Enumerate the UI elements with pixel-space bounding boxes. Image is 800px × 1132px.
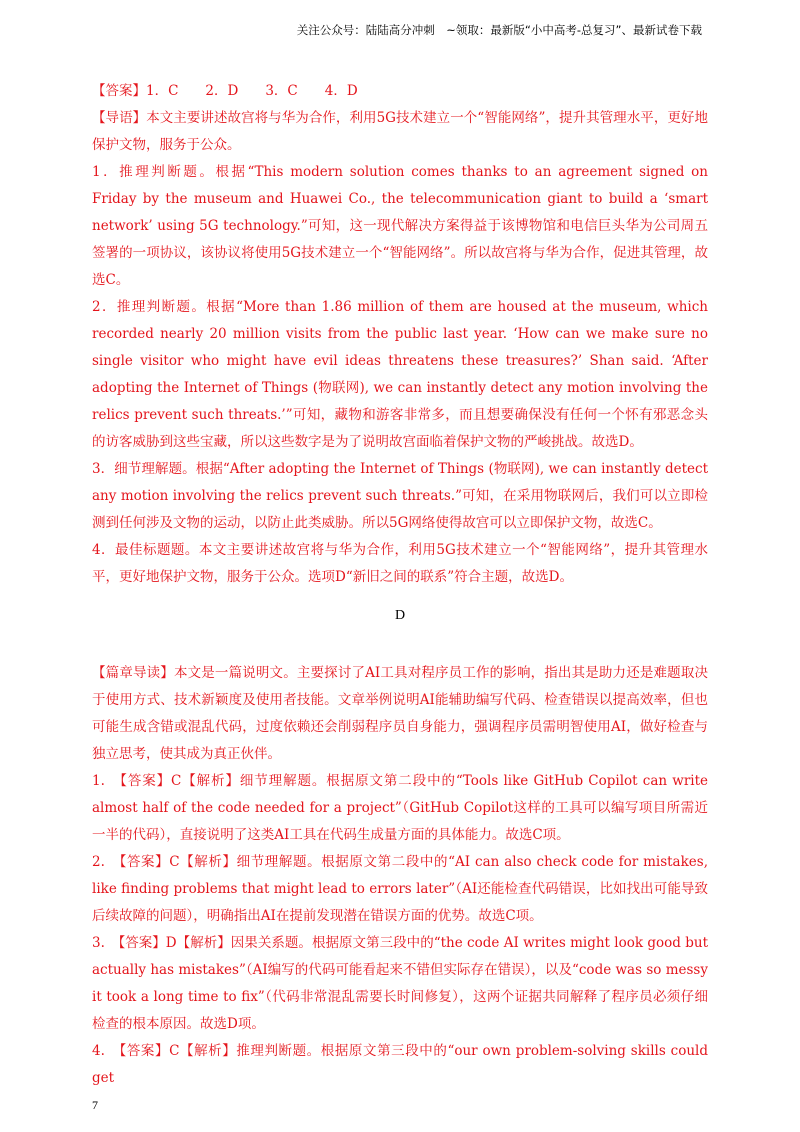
explanation-item: 1．推理判断题。根据“This modern solution comes thanks to an agreement signed on Friday by the museum and Huawei Co., the telecommunication giant to build a ‘smart network’ using 5G technology.”可知，这一现代解决方案得益于该博物馆和电信巨头华为公司周五签署的一项协议，该协议将使用5G技术建立一个“智能网络”。所以故宫将与华为合作，促进其管理，故选C。 (92, 164, 708, 288)
explanation-item: 2. 【答案】C【解析】细节理解题。根据原文第二段中的“AI can also check code for mistakes, like finding problems that might lead to errors later”（AI还能检查代码错误，比如找出可能导致后续故障的问题），明确指出AI在提前发现潜在错误方面的优势。故选C项。 (92, 854, 708, 924)
explanation-item: 4. 【答案】C【解析】推理判断题。根据原文第三段中的“our own problem-solving skills could get (92, 1043, 708, 1086)
answer-key-line: 【答案】1．C 2．D 3．C 4．D (92, 83, 358, 99)
explanation-item: 2．推理判断题。根据“More than 1.86 million of them are housed at the museum, which recorded nearly 20 million visits from the public last year. ‘How can we make sure no single visitor who might have evil ideas threatens these treasures?’ Shan said. ‘After adopting the Internet of Things (物联网), we can instantly detect any motion involving the relics prevent such threats.’”可知，藏物和游客非常多，而且想要确保没有任何一个怀有邪恶念头的访客威胁到这些宝藏，所以这些数字是为了说明故宫面临着保护文物的严峻挑战。故选D。 (92, 299, 708, 450)
page-number: 7 (92, 1098, 98, 1112)
passage-guide: 【导语】本文主要讲述故宫将与华为合作，利用5G技术建立一个“智能网络”，提升其管理水平，更好地保护文物，服务于公众。 (92, 110, 708, 153)
header-note: 关注公众号：陆陆高分冲刺 ~领取：最新版“小中高考-总复习”、最新试卷下载 (296, 23, 702, 37)
section-c-explanations (92, 78, 708, 591)
explanation-item: 3. 【答案】D【解析】因果关系题。根据原文第三段中的“the code AI writes might look good but actually has mistakes”（AI编写的代码可能看起来不错但实际存在错误），以及“code was so messy it took a long time to fix”（代码非常混乱需要长时间修复），这两个证据共同解释了程序员必须仔细检查的根本原因。故选D项。 (92, 935, 708, 1032)
explanation-item: 1. 【答案】C【解析】细节理解题。根据原文第二段中的“Tools like GitHub Copilot can write almost half of the code needed for a project”（GitHub Copilot这样的工具可以编写项目所需近一半的代码），直接说明了这类AI工具在代码生成量方面的具体能力。故选C项。 (92, 773, 708, 843)
section-d-explanations (92, 660, 708, 1092)
section-title: D (394, 608, 406, 623)
explanation-item: 4．最佳标题题。本文主要讲述故宫将与华为合作，利用5G技术建立一个“智能网络”，提升其管理水平，更好地保护文物，服务于公众。选项D“新旧之间的联系”符合主题，故选D。 (92, 542, 708, 585)
explanation-item: 3．细节理解题。根据“After adopting the Internet of Things (物联网), we can instantly detect any motion involving the relics prevent such threats.”可知，在采用物联网后，我们可以立即检测到任何涉及文物的运动，以防止此类威胁。所以5G网络使得故宫可以立即保护文物，故选C。 (92, 461, 708, 531)
passage-guide: 【篇章导读】本文是一篇说明文。主要探讨了AI工具对程序员工作的影响，指出其是助力还是难题取决于使用方式、技术新颖度及使用者技能。文章举例说明AI能辅助编写代码、检查错误以提高效率，但也可能生成含错或混乱代码，过度依赖还会削弱程序员自身能力，强调程序员需明智使用AI，做好检查与独立思考，使其成为真正伙伴。 (92, 665, 708, 762)
